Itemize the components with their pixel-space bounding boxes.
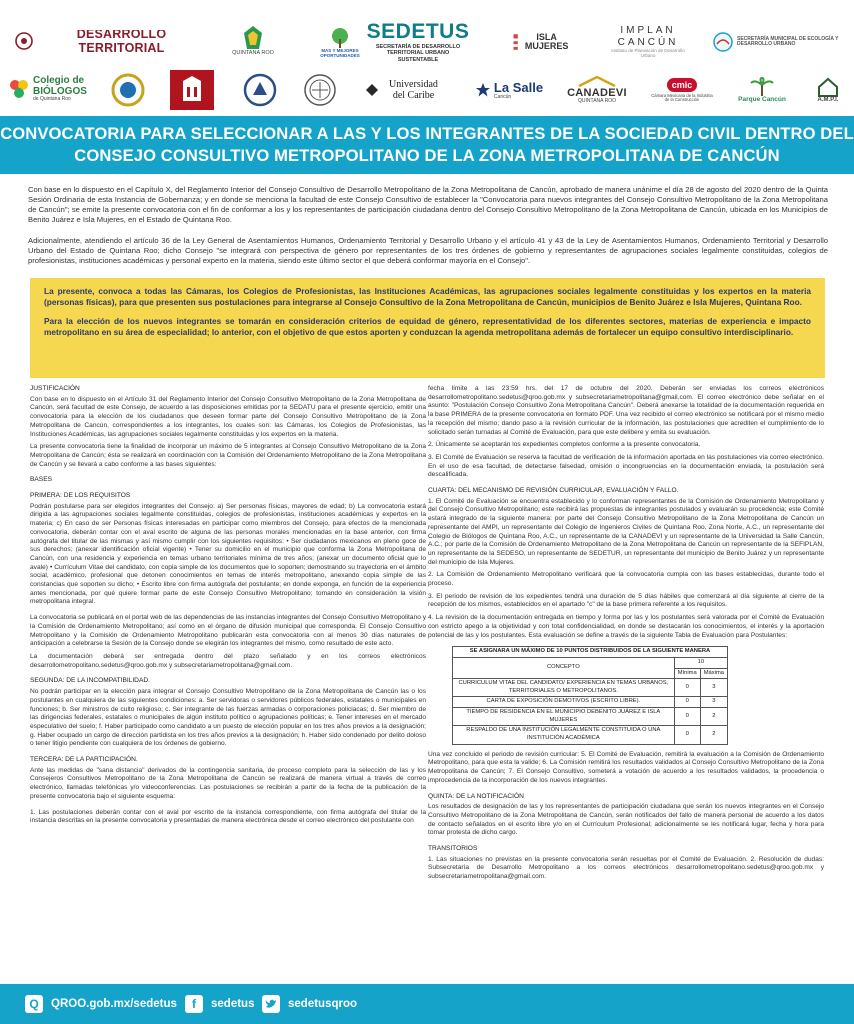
primera-heading: PRIMERA: DE LOS REQUISITOS — [30, 492, 131, 500]
cmic-logo: cmic Cámara Mexicana de la Industria de la Construcción — [651, 79, 713, 102]
row-min: 0 — [674, 697, 700, 708]
tercera-paragraph: Ante las medidas de "sana distancia" derivados de la contingencia sanitaria, de proceso completo para la selección de las y los Consejeros Consultivos Metropolitano de la Zona Metropolitana de Cancún se realizará de manera virtual a través de correo electrónico, llamadas telefónicas y/o videoconferencias. Las postulaciones se recibirán a partir de la fecha de la publicación de la presente convocatoria bajo el siguiente esquema: — [30, 766, 426, 800]
architects-seal-icon — [303, 73, 337, 107]
tercera-paragraph-2: 1. Las postulaciones deberán contar con el aval por escrito de la instancia correspondiente, con firma autógrafa del titular de la instancia descritas en la presente convocatoria y presentadas de manera electrónica desde el correo electrónico del postulante con — [30, 808, 426, 825]
transitorios-heading: TRANSITORIOS — [428, 845, 478, 853]
sedetus-logo: SEDETUS SECRETARÍA DE DESARROLLO TERRITORIAL URBANO SUSTENTABLE — [366, 20, 470, 63]
right-column — [428, 385, 824, 886]
table-row — [453, 708, 728, 726]
intro-paragraph-2: Adicionalmente, atendiendo el artículo 36 de la Ley General de Asentamientos Humanos, Ordenamiento Territorial y Desarrollo Urbano y el artículo 41 y 43 de la Ley de Asentamientos Humanos, Ordenamiento Territorial y Desarrollo Urbano del Estado de Quintana Roo; dicho Consejo "se integrará con perspectiva de género por representantes de los tres órdenes de gobierno y representantes de agrupaciones sociales legalmente constituidas, colegios de profesionistas, instituciones académicas y personal experto en la materia, siendo este último sector el que deberá conformar mayoría en el Consejo". — [28, 236, 828, 266]
cuarta-heading: CUARTA: DEL MECANISMO DE REVISIÓN CURRICULAR, EVALUACIÓN Y FALLO. — [428, 487, 679, 495]
ecologia-logo: SECRETARÍA MUNICIPAL DE ECOLOGÍA Y DESARROLLO URBANO — [712, 28, 842, 56]
quinta-heading: QUINTA: DE LA NOTIFICACIÓN — [428, 792, 524, 800]
caribe-emblem-icon — [364, 82, 380, 98]
footer-bar — [0, 984, 854, 1024]
segunda-paragraph: No podrán participar en la elección para integrar el Consejo Consultivo Metropolitano de la Zona Metropolitana de Cancún las o los postulantes en cualquiera de las siguientes condiciones: a. Ser servidoras o servidores públicos federales, estatales o municipales en funciones; b. Ser ministros de culto religioso; c. Ser integrante de las fuerzas armadas o corporaciones policiacas; d. Ser miembro de las dirigencias federales, estatales o municipales de algún instituto político o agrupaciones políticas; e. Tener intereses en el mercado especulativo del suelo; f. Haber participado como candidato a un puesto de elección popular en los tres años previos a la designación; g. Haber ocupado un cargo de dirección partidista en los tres años previos a la designación; h. Haber sido condenado por delito doloso o tener litigio pendiente con cualquiera de los órdenes de gobierno. — [30, 688, 426, 748]
intro-paragraph-1: Con base en lo dispuesto en el Capítulo X, del Reglamento Interior del Consejo Consultivo de Desarrollo Metropolitano de la Zona Metropolitana de Cancún, aprobado de manera unánime el día 28 de agosto del 2020 dentro de la Quinta Sesión Ordinaria de esta Instancia de Gobernanza; y en donde se menciona la facultad de este Consejo Consultivo de establecer la "Convocatoria para nuevos integrantes del Consejo Consultivo Metropolitano de la Zona Metropolitana de Cancún"; se emite la presente convocatoria con el fin de conformar a los y los representantes de participación ciudadana dentro del Consejo Consultivo Metropolitano de la Zona Metropolitana de Cancún, ubicada en los Municipios de Benito Juárez e Isla Mujeres, en el Estado de Quintana Roo. — [28, 185, 828, 225]
table-row — [453, 697, 728, 708]
row-max: 2 — [700, 708, 727, 726]
cuarta-paragraph-3: 3. El periodo de revisión de los expedientes tendrá una duración de 5 días hábiles que comenzará al día siguiente al cierre de la recepción de los mismos, establecidos en el apartado "c" de la base primera referente a los requisitos. — [428, 592, 824, 609]
table-row — [453, 726, 728, 744]
justificacion-paragraph-1: Con base en lo dispuesto en el Artículo 31 del Reglamento Interior del Consejo Consultivo Metropolitano de la Zona Metropolitana de Cancún, será facultad de este Consejo, de acuerdo a las disposiciones emitidas por la SEDATU para el presente ejercicio, emitir una convocatoria para la elección de los ciudadanos que deseen formar parte del Consejo Consultivo Metropolitano de la Zona Metropolitana de Cancún, correspondientes a los integrantes, los cuales son: las Cámaras, los Colegios de Profesionistas, las Instituciones Académicas, las agrupaciones sociales legalmente constituidas y los expertos en la materia. — [30, 395, 426, 438]
transitorios-paragraph: 1. Las situaciones no previstas en la presente convocatoria serán resueltas por el Comité de Evaluación. 2. Resolución de dudas: Subsecretaría de Desarrollo Metropolitano a los correos electrónicos desarrollometropolitano.sedetus@qroo.gob.mx y subsecretariametropolitana@gmail.com. — [428, 855, 824, 881]
title-banner — [0, 116, 854, 174]
concept-header: CONCEPTO — [453, 657, 675, 678]
footer-web-text: QROO.gob.mx/sedetus — [51, 998, 177, 1010]
qroo-icon: Q — [25, 995, 43, 1013]
ampi-house-icon — [817, 77, 839, 97]
right-paragraph-3: 3. El Comité de Evaluación se reserva la facultad de verificación de la información aportada en las postulaciones vía correo electrónico. En el uso de esa facultad, de detectarse falsedad, omisión o incongruencias en la documentación enviada, la postulación será descalificada. — [428, 453, 824, 479]
right-paragraph-2: 2. Únicamente se aceptarán los expedientes completos conforme a la presente convocatoria. — [428, 441, 701, 449]
left-column — [30, 385, 426, 830]
building-shield-icon — [179, 75, 205, 105]
palm-tree-icon — [749, 77, 775, 97]
la-salle-logo: La Salle Cancún — [468, 70, 550, 110]
canadevi-logo: CANADEVI QUINTANA ROO — [560, 70, 634, 110]
row-concept: CARTA DE EXPOSICIÓN DEMOTIVOS (ESCRITO LIBRE). — [453, 697, 675, 708]
quintana-roo-emblem-icon — [242, 25, 264, 51]
universidad-caribe-logo: Universidad del Caribe — [364, 70, 444, 110]
min-header: Mínima — [674, 668, 700, 679]
quinta-paragraph: Los resultados de designación de las y los representantes de participación ciudadana que serán los nuevos integrantes en el Consejo Consultivo Metropolitano de la Zona Metropolitana de Cancún, serán notificados del fallo de manera personal de acuerdo a los datos de contacto señalados en el escrito libre y/o en el Currículum Profesional; adicionalmente se les notificará lugar, fecha y hora para tomar protesta de dicho cargo. — [428, 803, 824, 837]
parque-cancun-logo: Parque Cancún — [730, 70, 794, 110]
footer-facebook-link[interactable] — [185, 993, 254, 1015]
table-caption-row — [453, 647, 728, 658]
after-table-paragraph: Una vez concluido el periodo de revisión curricular: 5. El Comité de Evaluación, remitirá la evaluación a la Comisión de Ordenamiento Metropolitano, para que esta la valide; 6. La Comisión remitirá los resultados validados al Consejo Consultivo Metropolitano de la Zona Metropolitana de Cancún; 7. El Consejo Consultivo, someterá a votación de acuerdo a los resultados validados, la procedencia o improcedencia de la incorporación de los nuevos integrantes. — [428, 750, 824, 784]
implan-logo: IMPLAN CANCÚN Instituto de Planeación de Desarrollo Urbano — [611, 25, 685, 58]
row-min: 0 — [674, 726, 700, 744]
national-emblem-icon — [14, 31, 34, 51]
row-concept: RESPALDO DE UNA INSTITUCIÓN LEGALMENTE CONSTITUIDA O UNA INSTITUCIÓN ACADÉMICA — [453, 726, 675, 744]
colegio-circular-logo — [108, 70, 148, 110]
highlight-callout — [30, 278, 825, 378]
bases-heading: BASES — [30, 476, 52, 484]
colegio-arquitectos-logo — [300, 70, 340, 110]
cancun-emblem-icon — [712, 31, 734, 53]
tercera-heading: TERCERA: DE LA PARTICIPACIÓN. — [30, 756, 138, 764]
primera-paragraph: Podrán postularse para ser elegidos integrantes del Consejo: a) Ser personas físicas, mayores de edad; b) La convocatoria estará dirigida a las agrupaciones sociales legalmente constituidas, colegios de profesionistas, instituciones académicas y expertos en la materia; c) En caso de ser Personas físicas interesadas en participar como miembros del Consejo, para efectos de la mencionada convocatoria, deberán contar con el aval escrito de alguna de las personas morales mencionadas en la base anterior, con firma autógrafa del titular de las mismas y así mismo cumplir con los siguientes requisitos: • Ser ciudadanos mexicanos en pleno goce de sus derechos; (anexar identificación oficial vigente) • Tener su domicilio en el municipio que conforma la Zona Metropolitana de Cancún, con una residencia y experiencia en temas urbano territoriales mínima de tres años; (anexar un documento oficial que lo avale) • Currículum Vitae del candidato, con copia simple de los documentos que lo soporten; demostrando su trayectoria en el ámbito social, académico, profesional que detonen conocimientos en temas de interés metropolitano, anexando copia simple de las constancias que soporten su dicho; • Escrito libre con firma autógrafa del postulante; en donde exponga, en función de la experiencia antes mencionada, por qué quiere formar parte de este Consejo Consultivo Metropolitano; tomando en consideración la visión metropolitana integral. — [30, 502, 426, 606]
bird-glyph — [265, 999, 277, 1009]
footer-web-link[interactable] — [25, 993, 177, 1015]
twitter-icon — [262, 995, 280, 1013]
cuarta-paragraph-4: 4. La revisión de la documentación entregada en tiempo y forma por las y los postulantes será valorada por el Comité de Evaluación con estricto apego a la objetividad y con total confidencialidad, en donde se destacarán los conocimientos, el interés y la aportación potencial de las y los postulantes. Esta evaluación se define a través de la siguiente Tabla de Evaluación para Postulantes: — [428, 614, 824, 639]
row-max: 2 — [700, 726, 727, 744]
canadevi-roof-icon — [577, 75, 617, 87]
isla-mujeres-logo: ISLA MUJERES — [510, 20, 570, 64]
mejores-oportunidades-logo: MAS Y MEJORES OPORTUNIDADES — [314, 22, 366, 64]
row-max: 3 — [700, 697, 727, 708]
max-header: Máxima — [700, 668, 727, 679]
documentacion-paragraph: La documentación deberá ser entregada dentro del plazo señalado y en los correos electrónicos desarrollometropolitano.sedetus@qroo.gob.mx y subsecretariametropolitana@gmail.com. — [30, 652, 426, 669]
segunda-heading: SEGUNDA: DE LA INCOMPATIBILIDAD. — [30, 677, 150, 685]
colegio-biologos-logo: Colegio de BIÓLOGOS de Quintana Roo — [8, 72, 90, 106]
callout-paragraph-2: Para la elección de los nuevos integrantes se tomarán en consideración criterios de equidad de género, representatividad de los diferentes sectores, materias de experiencia e impacto metropolitano en su área de especialidad; lo anterior, con el objetivo de que estos aporten y conduzcan la agenda metropolitana además de fortalecer un equipo consultivo interdisciplinario. — [44, 316, 811, 338]
round-seal-icon — [111, 73, 145, 107]
total-points: 10 — [674, 657, 727, 668]
la-salle-star-icon — [475, 82, 491, 98]
justificacion-paragraph-2: La presente convocatoria tiene la finalidad de incorporar un máximo de 5 integrantes al Consejo Consultivo Metropolitano de la Zona Metropolitana de Cancún; ésta se realizará en coordinación con la Comisión del Ordenamiento Metropolitano de la Zona Metropolitana de Cancún y se llevará a cabo conforme a las bases siguientes: — [30, 443, 426, 468]
tree-icon — [327, 27, 353, 49]
logo-header — [0, 0, 854, 115]
table-caption: SE ASIGNARA UN MÁXIMO DE 10 PUNTOS DISTRIBUIDOS DE LA SIGUIENTE MANERA — [453, 647, 728, 658]
colegio-red-logo — [170, 70, 214, 110]
row-concept: CURRICULUM VITAE DEL CANDIDATO/ EXPERIENCIA EN TEMAS URBANOS, TERRITORIALES O METROPOLITANOS. — [453, 679, 675, 697]
colegio-ingenieros-logo — [240, 70, 280, 110]
row-max: 3 — [700, 679, 727, 697]
isla-mujeres-emblem-icon — [510, 27, 521, 57]
quintana-roo-logo: QUINTANA ROO — [228, 18, 278, 63]
desarrollo-territorial-logo — [14, 30, 204, 52]
facebook-icon: f — [185, 995, 203, 1013]
footer-facebook-text: sedetus — [211, 998, 255, 1010]
row-min: 0 — [674, 679, 700, 697]
biologos-emblem-icon — [8, 78, 30, 100]
engineers-seal-icon — [243, 73, 277, 107]
convocatoria-title: CONVOCATORIA PARA SELECCIONAR A LAS Y LOS INTEGRANTES DE LA SOCIEDAD CIVIL DENTRO DEL CONSEJO CONSULTIVO METROPOLITANO DE LA ZONA METROPOLITANA DE CANCÚN — [0, 124, 854, 165]
desarrollo-territorial-text: DESARROLLO TERRITORIAL — [76, 30, 167, 52]
footer-twitter-text: sedetusqroo — [288, 998, 358, 1010]
right-paragraph-1: fecha límite a las 23:59 hrs. del 17 de octubre del 2020. Deberán ser enviadas los correos electrónicos desarrollometropolitano.sedetus@qroo.gob.mx y subsecretariametropolitana@gmail.com. El correo electrónico debe señalar en el asunto: "Postulación Consejo Consultivo Zona Metropolitana Cancún". Deberá anexarse la totalidad de la documentación requerida en la base PRIMERA de la presente convocatoria en formato PDF. Una vez recibido el correo electrónico se notificará por el mismo medio la recepción del mismo; dando paso a la revisión curricular de la información, las postulaciones que acrediten el cumplimiento de lo solicitado serán turnadas al Comité de Evaluación, para que este delibere y emita su evaluación. — [428, 385, 824, 436]
evaluation-table — [452, 646, 728, 744]
ampi-logo: A.M.P.I. — [808, 70, 848, 110]
table-header-row — [453, 657, 728, 668]
footer-twitter-link[interactable] — [262, 993, 357, 1015]
justificacion-heading: JUSTIFICACIÓN — [30, 385, 80, 392]
callout-paragraph-1: La presente, convoca a todas las Cámaras, los Colegios de Profesionistas, las Instituciones Académicas, las agrupaciones sociales legalmente constituidas y los expertos en la materia (personas físicas), para que presenten sus postulaciones para integrarse al Consejo Consultivo de la Zona Metropolitana de Cancún, municipios de Benito Juárez e Isla Mujeres, Quintana Roo. — [44, 286, 811, 308]
table-row — [453, 679, 728, 697]
cuarta-paragraph-2: 2. La Comisión de Ordenamiento Metropolitano verificará que la convocatoria cumpla con las bases establecidas, durante todo el proceso. — [428, 571, 824, 588]
publicacion-paragraph: La convocatoria se publicará en el portal web de las dependencias de las instancias integrantes del Consejo Consultivo Metropolitano y la Comisión de Ordenamiento Metropolitano; así como en el órgano de difusión municipal que corresponda. El Consejo Consultivo Metropolitano y la Comisión de Ordenamiento Metropolitano publicarán esta convocatoria con al menos 30 días naturales de anticipación a celebrarse la Sesión de la Consejo donde se elegirán los integrantes del mismo, como resultado de este acto. — [30, 614, 426, 648]
row-min: 0 — [674, 708, 700, 726]
cuarta-paragraph-1: 1. El Comité de Evaluación se encuentra establecido y lo conforman representantes de la Comisión de Ordenamiento Metropolitano y del Consejo Consultivo Metropolitano; este recibirá las propuestas de integrantes postulados y evaluarán su procedencia; este Comité estará integrado de la siguiente manera: por parte del Consejo Consultivo Metropolitano de la Zona Metropolitana de Cancún un representante del AMPI, un representante del Colegio de Ingenieros Civiles de Quintana Roo, Zona Norte, A.C., un representante del Colegio de Biólogos de Quintana Roo, A.C., un representante de la CANADEVI y un representante de la Universidad la Salle Cancún, A.C.; por parte de la Comisión de Ordenamiento Metropolitano de la Zona Metropolitana de Cancún un representante de la SEFIPLAN, un representante de la SEDESO, un representante de SEDETUR, un representante del municipio de Benito Juárez y un representante del municipio de Isla Mujeres. — [428, 497, 824, 566]
row-concept: TIEMPO DE RESIDENCIA EN EL MUNICIPIO DEBENITO JUÁREZ E ISLA MUJERES — [453, 708, 675, 726]
